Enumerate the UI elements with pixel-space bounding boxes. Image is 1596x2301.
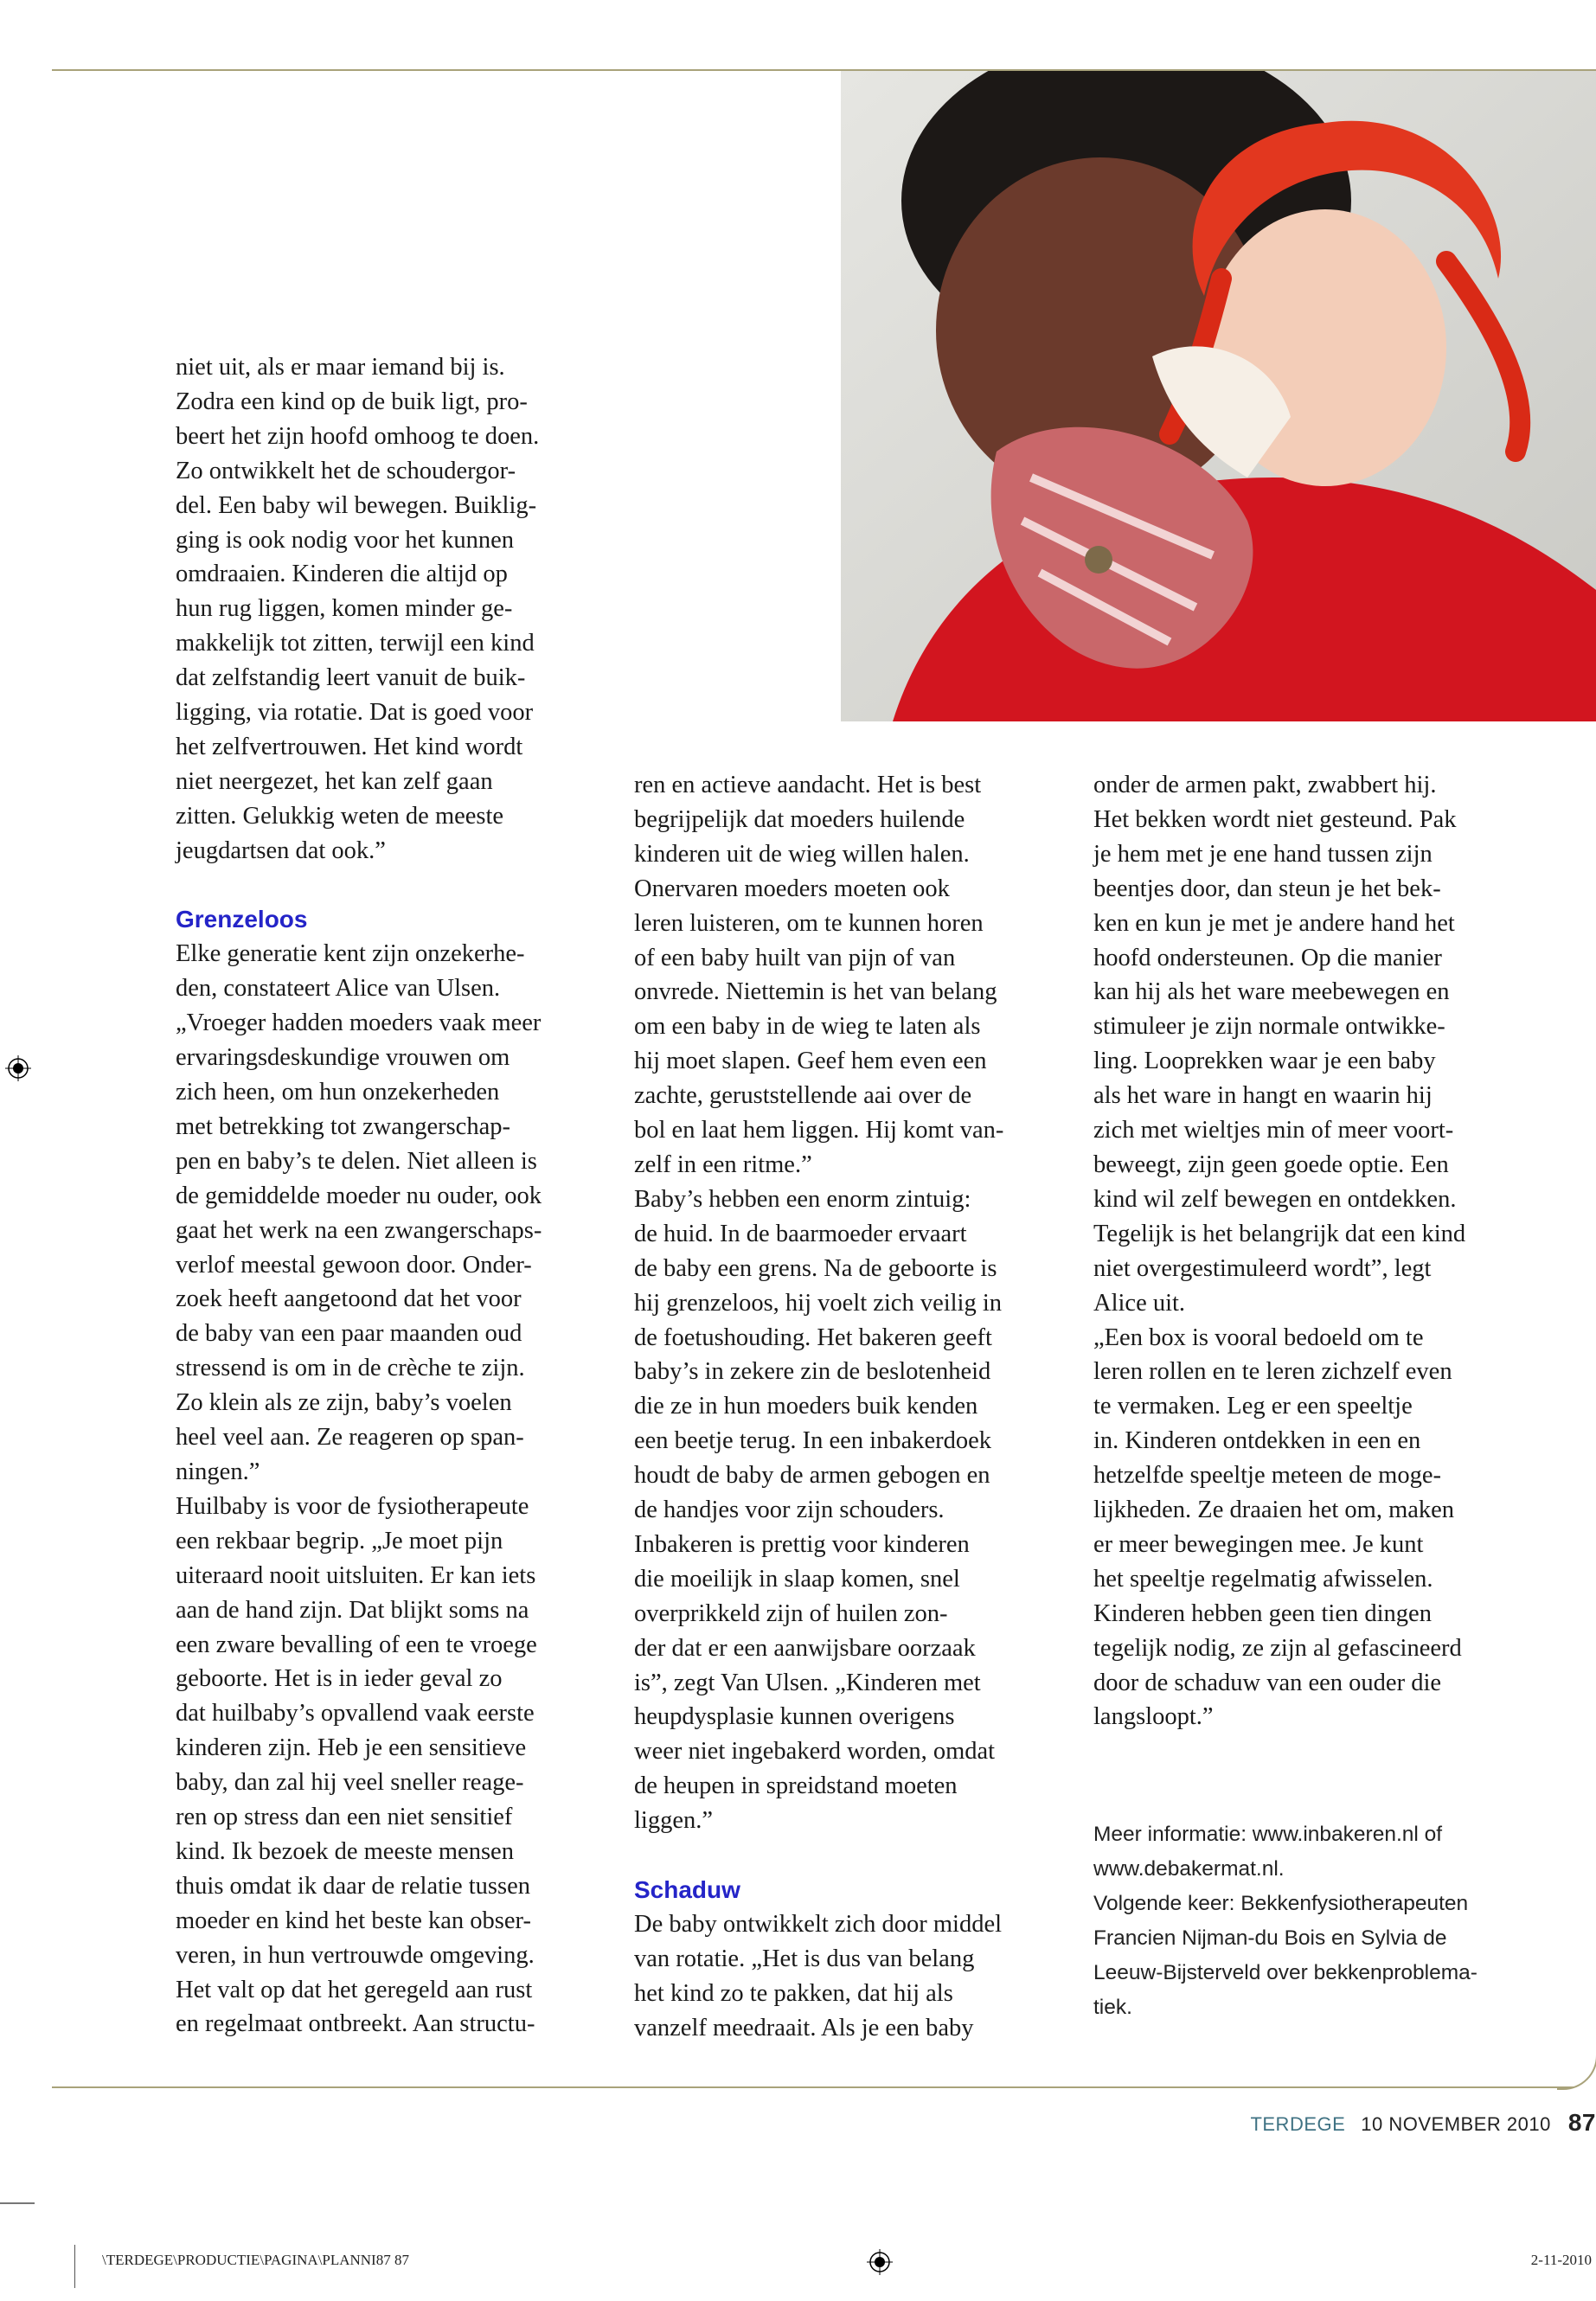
section-heading-schaduw: Schaduw: [634, 1875, 740, 1903]
article-column-3: [1093, 768, 1561, 2025]
crop-mark: [74, 2245, 75, 2288]
body-text: ren en actieve aandacht. Het is best begrijpelijk dat moeders huilende kinderen uit de wieg willen halen. Onervaren moeders moeten ook leren luisteren, om te kunnen horen of een baby huilt van pijn of van onvrede. Niettemin is het van belang om een baby in de wieg te laten als hij moet slapen. Geef hem even een zachte, geruststellende aai over de bol en laat hem liggen. Hij komt van- zelf in een ritme.” Baby’s hebben een enorm zintuig: de huid. In de baarmoeder ervaart de baby een grens. Na de geboorte is hij grenzeloos, hij voelt zich veilig in de foetushouding. Het bakeren geeft baby’s in zekere zin de beslotenheid die ze in hun moeders buik kenden een beetje terug. In een inbakerdoek houdt de baby de armen gebogen en de handjes voor zijn schouders. Inbakeren is prettig voor kinderen die moeilijk in slaap komen, snel overprikkeld zijn of huilen zon- der dat er een aanwijsbare oorzaak is”, zegt Van Ulsen. „Kinderen met heupdysplasie kunnen overigens weer niet ingebakerd worden, omdat de heupen in spreidstand moeten liggen.”: [634, 772, 1004, 1835]
production-slug: \TERDEGE\PRODUCTIE\PAGINA\PLANNI87 87: [102, 2252, 409, 2268]
article-photo: [841, 71, 1596, 721]
info-note: Meer informatie: www.inbakeren.nl of www.debakermat.nl. Volgende keer: Bekkenfysiotherapeuten Francien Nijman-du Bois en Sylvia de Leeuw-Bijsterveld over bekkenproblema- tiek.: [1093, 1823, 1477, 2019]
registration-mark-icon: [5, 1055, 31, 1081]
crop-mark: [0, 2202, 35, 2204]
page-footer: [1250, 2109, 1596, 2137]
issue-date: 10 NOVEMBER 2010: [1361, 2113, 1551, 2135]
magazine-name: TERDEGE: [1250, 2113, 1346, 2135]
page-curl: [1557, 2050, 1596, 2090]
registration-mark-icon: [867, 2249, 893, 2275]
photo-woman-with-doll: [841, 71, 1596, 721]
body-text: niet uit, als er maar iemand bij is. Zodra een kind op de buik ligt, pro- beert het zijn hoofd omhoog te doen. Zo ontwikkelt het de schoudergor- del. Een baby wil bewegen. Buiklig- ging is ook nodig voor het kunnen omdraaien. Kinderen die altijd op hun rug liggen, komen minder ge- makkelijk tot zitten, terwijl een kind dat zelfstandig leert vanuit de buik- ligging, via rotatie. Dat is goed voor het zelfvertrouwen. Het kind wordt niet neergezet, het kan zelf gaan zitten. Gelukkig weten de meeste jeugdartsen dat ook.”: [176, 354, 540, 864]
body-text: Elke generatie kent zijn onzekerhe- den, constateert Alice van Ulsen. „Vroeger hadden moeders vaak meer ervaringsdeskundige vrouwen om zich heen, om hun onzekerheden met betrekking tot zwangerschap- pen en baby’s te delen. Niet alleen is de gemiddelde moeder nu ouder, ook gaat het werk na een zwangerschaps- verlof meestal gewoon door. Onder- zoek heeft aangetoond dat het voor de baby van een paar maanden oud stressend is om in de crèche te zijn. Zo klein als ze zijn, baby’s voelen heel veel aan. Ze reageren op span- ningen.” Huilbaby is voor de fysiotherapeute een rekbaar begrip. „Je moet pijn uiteraard nooit uitsluiten. Er kan iets aan de hand zijn. Dat blijkt soms na een zware bevalling of een te vroege geboorte. Het is in ieder geval zo dat huilbaby’s opvallend vaak eerste kinderen zijn. Heb je een sensitieve baby, dan zal hij veel sneller reage- ren op stress dan een niet sensitief kind. Ik bezoek de meeste mensen thuis omdat ik daar de relatie tussen moeder en kind het beste kan obser- veren, in hun vertrouwde omgeving. Het valt op dat het geregeld aan rust en regelmaat ontbreekt. Aan structu-: [176, 940, 542, 2038]
bottom-rule: [52, 2086, 1574, 2088]
section-heading-grenzeloos: Grenzeloos: [176, 906, 308, 933]
body-text: De baby ontwikkelt zich door middel van rotatie. „Het is dus van belang het kind zo te pakken, dat hij als vanzelf meedraait. Als je een baby: [634, 1910, 1003, 2041]
body-text: onder de armen pakt, zwabbert hij. Het bekken wordt niet gesteund. Pak je hem met je ene hand tussen zijn beentjes door, dan steun je het bek- ken en kun je met je andere hand het hoofd ondersteunen. Op die manier kan hij als het ware meebewegen en stimuleer je zijn normale ontwikke- ling. Looprekken waar je een baby als het ware in hangt en waarin hij zich met wieltjes min of meer voort- beweegt, zijn geen goede optie. Een kind wil zelf bewegen en ontdekken. Tegelijk is het belangrijk dat een kind niet overgestimuleerd wordt”, legt Alice uit. „Een box is vooral bedoeld om te leren rollen en te leren zichzelf even te vermaken. Leg er een speeltje in. Kinderen ontdekken in een en hetzelfde speeltje meteen de moge- lijkheden. Ze draaien het om, maken er meer bewegingen mee. Je kunt het speeltje regelmatig afwisselen. Kinderen hebben geen tien dingen tegelijk nodig, ze zijn al gefascineerd door de schaduw van een ouder die langsloopt.”: [1093, 772, 1466, 1731]
page-number: 87: [1567, 2109, 1596, 2136]
article-column-1: [176, 350, 617, 2041]
production-date: 2-11-2010: [1530, 2252, 1592, 2268]
article-column-2: [634, 768, 1075, 2046]
